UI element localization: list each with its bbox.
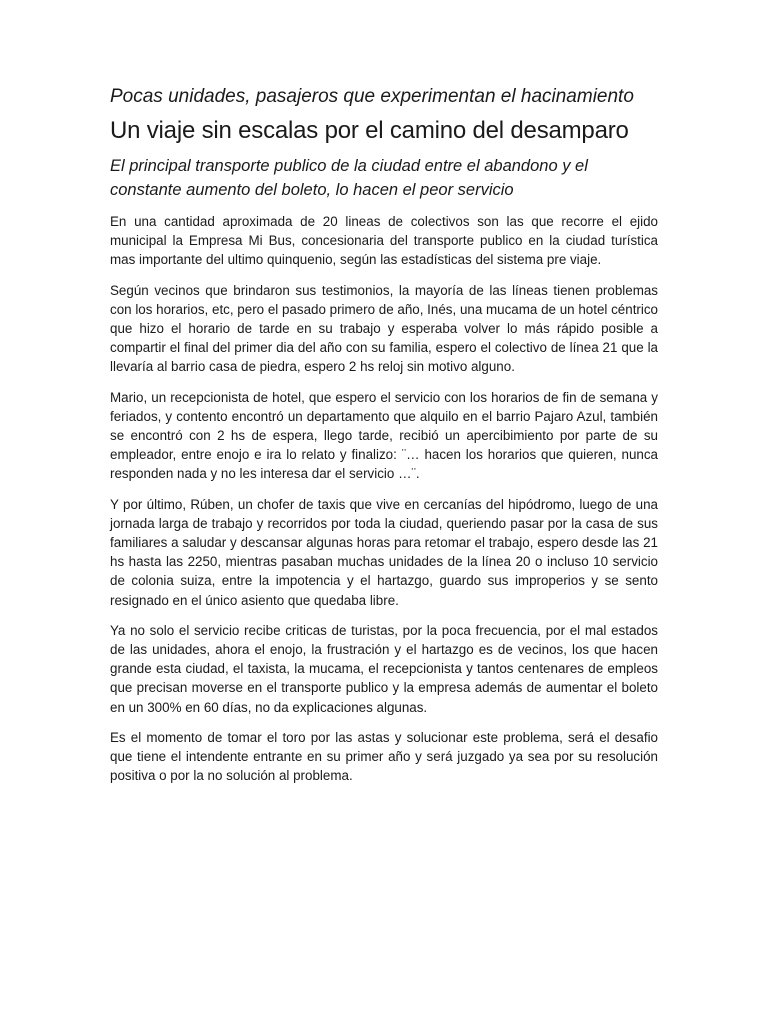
article-paragraph-6: Es el momento de tomar el toro por las astas y solucionar este problema, será el desafio que tiene el intendente entrante en su primer año y será juzgado ya sea por su resolución positiva o por la no solución al problema. [110, 729, 658, 784]
article-kicker: Pocas unidades, pasajeros que experimentan el hacinamiento [110, 86, 634, 107]
article-paragraph-3: Mario, un recepcionista de hotel, que espero el servicio con los horarios de fin de semana y feriados, y contento encontró un departamento que alquilo en el barrio Pajaro Azul, también se encontró con 2 hs de espera, llego tarde, recibió un apercibimiento por parte de su empleador, entre enojo e ira lo relato y finalizo: ¨… hacen los horarios que quieren, nunca responden nada y no les interesa dar el servicio …¨. [110, 389, 658, 482]
article-paragraph-4: Y por último, Rúben, un chofer de taxis que vive en cercanías del hipódromo, luego de una jornada larga de trabajo y recorridos por toda la ciudad, queriendo pasar por la casa de sus familiares a saludar y descansar algunas horas para retomar el trabajo, espero desde las 21 hs hasta las 2250, mientras pasaban muchas unidades de la línea 20 o incluso 10 servicio de colonia suiza, entre la impotencia y el hartazgo, guardo sus improperios y se sento resignado en el único asiento que quedaba libre. [110, 496, 658, 608]
article-paragraph-2: Según vecinos que brindaron sus testimonios, la mayoría de las líneas tienen problemas con los horarios, etc, pero el pasado primero de año, Inés, una mucama de un hotel céntrico que hizo el horario de tarde en su trabajo y esperaba volver lo más rápido posible a compartir el final del primer dia del año con su familia, espero el colectivo de línea 21 que la llevaría al barrio casa de piedra, espero 2 hs reloj sin motivo alguno. [110, 282, 658, 375]
article-headline: Un viaje sin escalas por el camino del desamparo [110, 117, 629, 144]
article-subhead: El principal transporte publico de la ciudad entre el abandono y el constante aumento del boleto, lo hacen el peor servicio [110, 157, 588, 199]
article-paragraph-5: Ya no solo el servicio recibe criticas de turistas, por la poca frecuencia, por el mal estados de las unidades, ahora el enojo, la frustración y el hartazgo es de vecinos, los que hacen grande esta ciudad, el taxista, la mucama, el recepcionista y tantos centenares de empleos que precisan moverse en el transporte publico y la empresa además de aumentar el boleto en un 300% en 60 días, no da explicaciones algunas. [110, 622, 658, 715]
article-paragraph-1: En una cantidad aproximada de 20 lineas de colectivos son las que recorre el ejido municipal la Empresa Mi Bus, concesionaria del transporte publico en la ciudad turística mas importante del ultimo quinquenio, según las estadísticas del sistema pre viaje. [110, 214, 658, 268]
article [110, 84, 658, 796]
